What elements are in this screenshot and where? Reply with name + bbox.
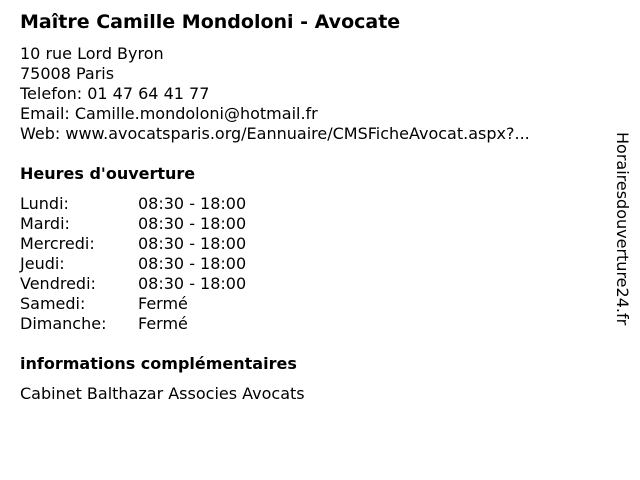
day-label: Mercredi: — [20, 234, 95, 253]
hours-row-wednesday — [20, 234, 280, 254]
time-value: 08:30 - 18:00 — [138, 274, 247, 293]
day-label: Jeudi: — [20, 254, 65, 273]
additional-info-heading: informations complémentaires — [20, 354, 297, 373]
additional-info-text: Cabinet Balthazar Associes Avocats — [20, 384, 305, 403]
page-title: Maître Camille Mondoloni - Avocate — [20, 11, 401, 33]
site-watermark: Horairesdouverture24.fr — [613, 132, 632, 326]
hours-row-saturday — [20, 294, 280, 314]
day-label: Mardi: — [20, 214, 70, 233]
address-line-city: 75008 Paris — [20, 64, 115, 83]
hours-row-sunday — [20, 314, 280, 334]
time-value: 08:30 - 18:00 — [138, 254, 247, 273]
time-value: 08:30 - 18:00 — [138, 234, 247, 253]
day-label: Lundi: — [20, 194, 69, 213]
day-label: Vendredi: — [20, 274, 96, 293]
time-value: 08:30 - 18:00 — [138, 194, 247, 213]
day-label: Samedi: — [20, 294, 86, 313]
time-value: Fermé — [138, 294, 188, 313]
hours-row-friday — [20, 274, 280, 294]
contact-block — [20, 44, 530, 144]
address-line-street: 10 rue Lord Byron — [20, 44, 164, 63]
opening-hours-heading: Heures d'ouverture — [20, 164, 196, 183]
hours-row-thursday — [20, 254, 280, 274]
web-line: Web: www.avocatsparis.org/Eannuaire/CMSFicheAvocat.aspx?... — [20, 124, 530, 143]
time-value: Fermé — [138, 314, 188, 333]
time-value: 08:30 - 18:00 — [138, 214, 247, 233]
day-label: Dimanche: — [20, 314, 107, 333]
phone-line: Telefon: 01 47 64 41 77 — [20, 84, 210, 103]
opening-hours-list — [20, 194, 280, 334]
email-line: Email: Camille.mondoloni@hotmail.fr — [20, 104, 318, 123]
hours-row-monday — [20, 194, 280, 214]
hours-row-tuesday — [20, 214, 280, 234]
